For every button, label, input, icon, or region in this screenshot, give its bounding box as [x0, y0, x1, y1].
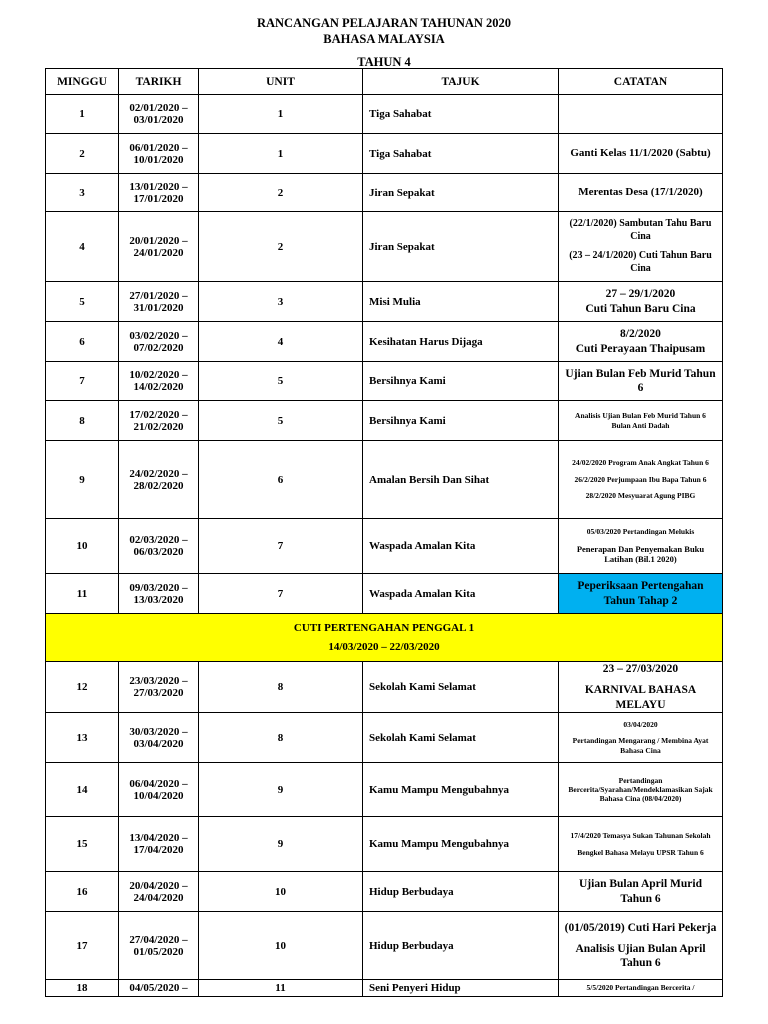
- catatan-note: 17/4/2020 Temasya Sukan Tahunan Sekolah: [570, 831, 711, 841]
- tarikh-start: 13/04/2020 –: [129, 832, 188, 845]
- catatan-cell: [559, 282, 723, 322]
- minggu-cell: 5: [46, 282, 119, 322]
- tarikh-cell: [119, 282, 199, 322]
- catatan-cell: [559, 174, 723, 212]
- col-header-tarikh: TARIKH: [119, 69, 199, 95]
- col-header-unit: UNIT: [199, 69, 363, 95]
- tarikh-cell: [119, 174, 199, 212]
- catatan-note: Ganti Kelas 11/1/2020 (Sabtu): [570, 146, 711, 159]
- tajuk-cell: Tiga Sahabat: [363, 95, 559, 134]
- tarikh-end: 13/03/2020: [133, 593, 184, 606]
- col-header-tajuk: TAJUK: [363, 69, 559, 95]
- unit-cell: 9: [199, 817, 363, 872]
- unit-cell: 1: [199, 134, 363, 174]
- unit-cell: 10: [199, 872, 363, 912]
- catatan-cell: [559, 441, 723, 519]
- tarikh-end: 03/04/2020: [133, 737, 184, 750]
- unit-cell: 4: [199, 322, 363, 362]
- table-row: [46, 401, 723, 441]
- catatan-note: 27 – 29/1/2020: [605, 288, 676, 301]
- holiday-title: CUTI PERTENGAHAN PENGGAL 1: [293, 622, 475, 634]
- minggu-cell: 13: [46, 713, 119, 763]
- unit-cell: 3: [199, 282, 363, 322]
- catatan-note: 24/02/2020 Program Anak Angkat Tahun 6: [572, 458, 709, 468]
- table-row: [46, 282, 723, 322]
- tarikh-cell: [119, 763, 199, 817]
- tarikh-cell: [119, 662, 199, 713]
- tarikh-start: 02/01/2020 –: [129, 102, 188, 114]
- holiday-dates: 14/03/2020 – 22/03/2020: [328, 641, 440, 653]
- tarikh-cell: [119, 980, 199, 997]
- tarikh-cell: [119, 212, 199, 282]
- minggu-cell: 7: [46, 362, 119, 401]
- tarikh-end: 03/01/2020: [133, 114, 184, 126]
- catatan-cell: [559, 713, 723, 763]
- col-header-minggu: MINGGU: [46, 69, 119, 95]
- tarikh-end: 10/01/2020: [133, 153, 184, 166]
- catatan-note: Merentas Desa (17/1/2020): [578, 185, 703, 198]
- table-row: [46, 441, 723, 519]
- unit-cell: 7: [199, 519, 363, 574]
- catatan-cell: [559, 817, 723, 872]
- tajuk-cell: Hidup Berbudaya: [363, 912, 559, 980]
- table-row: [46, 662, 723, 713]
- table-row: [46, 174, 723, 212]
- unit-cell: 8: [199, 662, 363, 713]
- tarikh-cell: [119, 872, 199, 912]
- tarikh-end: 24/04/2020: [133, 891, 184, 904]
- tajuk-cell: Sekolah Kami Selamat: [363, 713, 559, 763]
- tarikh-end: 07/02/2020: [133, 341, 184, 354]
- table-row: [46, 763, 723, 817]
- tarikh-start: 17/02/2020 –: [129, 408, 188, 421]
- minggu-cell: 1: [46, 95, 119, 134]
- tarikh-start: 02/03/2020 –: [129, 534, 188, 546]
- catatan-cell: [559, 362, 723, 401]
- tajuk-cell: Bersihnya Kami: [363, 362, 559, 401]
- catatan-note: Penerapan Dan Penyemakan Buku Latihan (Bil.1 2020): [576, 543, 705, 565]
- catatan-note: Cuti Tahun Baru Cina: [585, 302, 696, 315]
- minggu-cell: 14: [46, 763, 119, 817]
- col-header-catatan: CATATAN: [559, 69, 723, 95]
- tarikh-cell: [119, 95, 199, 134]
- catatan-cell: [559, 912, 723, 980]
- table-row: [46, 322, 723, 362]
- catatan-cell: [559, 134, 723, 174]
- table-row: [46, 134, 723, 174]
- tarikh-cell: [119, 912, 199, 980]
- unit-cell: 1: [199, 95, 363, 134]
- tarikh-start: 23/03/2020 –: [129, 675, 188, 688]
- catatan-note: 05/03/2020 Pertandingan Melukis: [586, 527, 695, 537]
- tarikh-start: 27/01/2020 –: [129, 289, 188, 302]
- catatan-note: Pertandingan Mengarang / Membina Ayat Bahasa Cina: [572, 736, 709, 755]
- tajuk-cell: Hidup Berbudaya: [363, 872, 559, 912]
- catatan-cell: [559, 763, 723, 817]
- tajuk-cell: Kamu Mampu Mengubahnya: [363, 763, 559, 817]
- tarikh-end: 17/04/2020: [133, 844, 184, 857]
- tajuk-cell: Sekolah Kami Selamat: [363, 662, 559, 713]
- catatan-note: 26/2/2020 Perjumpaan Ibu Bapa Tahun 6: [574, 474, 707, 484]
- tarikh-cell: [119, 817, 199, 872]
- table-header-row: [46, 69, 723, 95]
- catatan-note: 23 – 27/03/2020: [602, 663, 679, 675]
- unit-cell: 6: [199, 441, 363, 519]
- tarikh-cell: [119, 519, 199, 574]
- minggu-cell: 18: [46, 980, 119, 997]
- minggu-cell: 2: [46, 134, 119, 174]
- tarikh-cell: [119, 362, 199, 401]
- tarikh-start: 20/04/2020 –: [129, 879, 188, 892]
- tarikh-start: 06/04/2020 –: [129, 777, 188, 790]
- minggu-cell: 17: [46, 912, 119, 980]
- minggu-cell: 11: [46, 574, 119, 614]
- unit-cell: 2: [199, 212, 363, 282]
- tarikh-end: 21/02/2020: [133, 420, 184, 433]
- catatan-note: Ujian Bulan April Murid Tahun 6: [578, 878, 702, 905]
- table-row: [46, 362, 723, 401]
- tarikh-start: 09/03/2020 –: [129, 581, 188, 594]
- table-body: [46, 95, 723, 997]
- catatan-note: (01/05/2019) Cuti Hari Pekerja: [564, 921, 717, 934]
- unit-cell: 9: [199, 763, 363, 817]
- tajuk-cell: Tiga Sahabat: [363, 134, 559, 174]
- table-row: [46, 817, 723, 872]
- tarikh-start: 24/02/2020 –: [129, 467, 188, 480]
- tarikh-end: 28/02/2020: [133, 479, 184, 492]
- tarikh-cell: [119, 441, 199, 519]
- catatan-note: Bulan Anti Dadah: [611, 420, 670, 430]
- tarikh-start: 13/01/2020 –: [129, 180, 188, 193]
- tarikh-start: 27/04/2020 –: [129, 933, 188, 946]
- holiday-cell: [46, 614, 723, 662]
- minggu-cell: 4: [46, 212, 119, 282]
- catatan-note: 28/2/2020 Mesyuarat Agung PIBG: [585, 491, 696, 501]
- catatan-cell: [559, 212, 723, 282]
- tarikh-end: 17/01/2020: [133, 192, 184, 205]
- tarikh-end: 10/04/2020: [133, 789, 184, 802]
- catatan-cell: [559, 662, 723, 713]
- tajuk-cell: Jiran Sepakat: [363, 174, 559, 212]
- tajuk-cell: Waspada Amalan Kita: [363, 574, 559, 614]
- tajuk-cell: Kesihatan Harus Dijaga: [363, 322, 559, 362]
- catatan-note: (22/1/2020) Sambutan Tahu Baru Cina: [569, 218, 712, 242]
- tarikh-cell: [119, 401, 199, 441]
- tajuk-cell: Amalan Bersih Dan Sihat: [363, 441, 559, 519]
- tarikh-end: 06/03/2020: [133, 546, 184, 558]
- tarikh-cell: [119, 713, 199, 763]
- tarikh-end: 27/03/2020: [133, 687, 184, 700]
- document-year: TAHUN 4: [357, 55, 411, 69]
- catatan-note: Analisis Ujian Bulan Feb Murid Tahun 6: [575, 411, 706, 421]
- table-row: [46, 574, 723, 614]
- tarikh-cell: [119, 574, 199, 614]
- minggu-cell: 15: [46, 817, 119, 872]
- tajuk-cell: Jiran Sepakat: [363, 212, 559, 282]
- tajuk-cell: Waspada Amalan Kita: [363, 519, 559, 574]
- catatan-note: 8/2/2020: [620, 328, 661, 341]
- tarikh-cell: [119, 322, 199, 362]
- minggu-cell: 10: [46, 519, 119, 574]
- catatan-note: Cuti Perayaan Thaipusam: [575, 342, 706, 355]
- tajuk-cell: Seni Penyeri Hidup: [363, 980, 559, 997]
- tajuk-cell: Misi Mulia: [363, 282, 559, 322]
- minggu-cell: 3: [46, 174, 119, 212]
- catatan-note: 5/5/2020 Pertandingan Bercerita /: [586, 983, 695, 993]
- catatan-cell: [559, 95, 723, 134]
- document-title: RANCANGAN PELAJARAN TAHUNAN 2020: [256, 16, 512, 30]
- unit-cell: 8: [199, 713, 363, 763]
- catatan-note: (23 – 24/1/2020) Cuti Tahun Baru Cina: [569, 250, 712, 274]
- catatan-note: Bengkel Bahasa Melayu UPSR Tahun 6: [577, 847, 704, 857]
- tarikh-start: 04/05/2020 –: [129, 982, 188, 995]
- catatan-cell-highlight: [559, 574, 723, 614]
- table-row: [46, 980, 723, 997]
- tarikh-start: 03/02/2020 –: [129, 329, 188, 342]
- tarikh-end: 01/05/2020: [133, 945, 184, 958]
- tarikh-start: 30/03/2020 –: [129, 725, 188, 738]
- catatan-note: Peperiksaan Pertengahan Tahun Tahap 2: [577, 580, 704, 607]
- catatan-note: Ujian Bulan Feb Murid Tahun 6: [565, 367, 716, 394]
- catatan-note: KARNIVAL BAHASA MELAYU: [584, 684, 697, 711]
- annual-plan-table: [45, 68, 723, 997]
- catatan-cell: [559, 980, 723, 997]
- minggu-cell: 9: [46, 441, 119, 519]
- catatan-note: 03/04/2020: [623, 720, 658, 730]
- minggu-cell: 16: [46, 872, 119, 912]
- document-subject: BAHASA MALAYSIA: [323, 32, 445, 46]
- catatan-note: Analisis Ujian Bulan April Tahun 6: [575, 942, 706, 970]
- tarikh-start: 20/01/2020 –: [129, 234, 188, 247]
- unit-cell: 7: [199, 574, 363, 614]
- table-row: [46, 912, 723, 980]
- tajuk-cell: Kamu Mampu Mengubahnya: [363, 817, 559, 872]
- table-row: [46, 95, 723, 134]
- minggu-cell: 12: [46, 662, 119, 713]
- table-row: [46, 872, 723, 912]
- table-row: [46, 519, 723, 574]
- table-row: [46, 212, 723, 282]
- catatan-cell: [559, 322, 723, 362]
- tajuk-cell: Bersihnya Kami: [363, 401, 559, 441]
- catatan-cell: [559, 872, 723, 912]
- tarikh-end: 14/02/2020: [133, 381, 184, 393]
- catatan-note: Pertandingan Bercerita/Syarahan/Mendeklamasikan Sajak Bahasa Cina (08/04/2020): [568, 775, 713, 804]
- unit-cell: 10: [199, 912, 363, 980]
- tarikh-end: 31/01/2020: [133, 301, 184, 314]
- tarikh-start: 10/02/2020 –: [129, 369, 188, 381]
- tarikh-end: 24/01/2020: [133, 246, 184, 259]
- holiday-row: [46, 614, 723, 662]
- tarikh-cell: [119, 134, 199, 174]
- unit-cell: 5: [199, 362, 363, 401]
- unit-cell: 5: [199, 401, 363, 441]
- unit-cell: 11: [199, 980, 363, 997]
- catatan-cell: [559, 519, 723, 574]
- unit-cell: 2: [199, 174, 363, 212]
- table-row: [46, 713, 723, 763]
- minggu-cell: 8: [46, 401, 119, 441]
- minggu-cell: 6: [46, 322, 119, 362]
- catatan-cell: [559, 401, 723, 441]
- tarikh-start: 06/01/2020 –: [129, 141, 188, 154]
